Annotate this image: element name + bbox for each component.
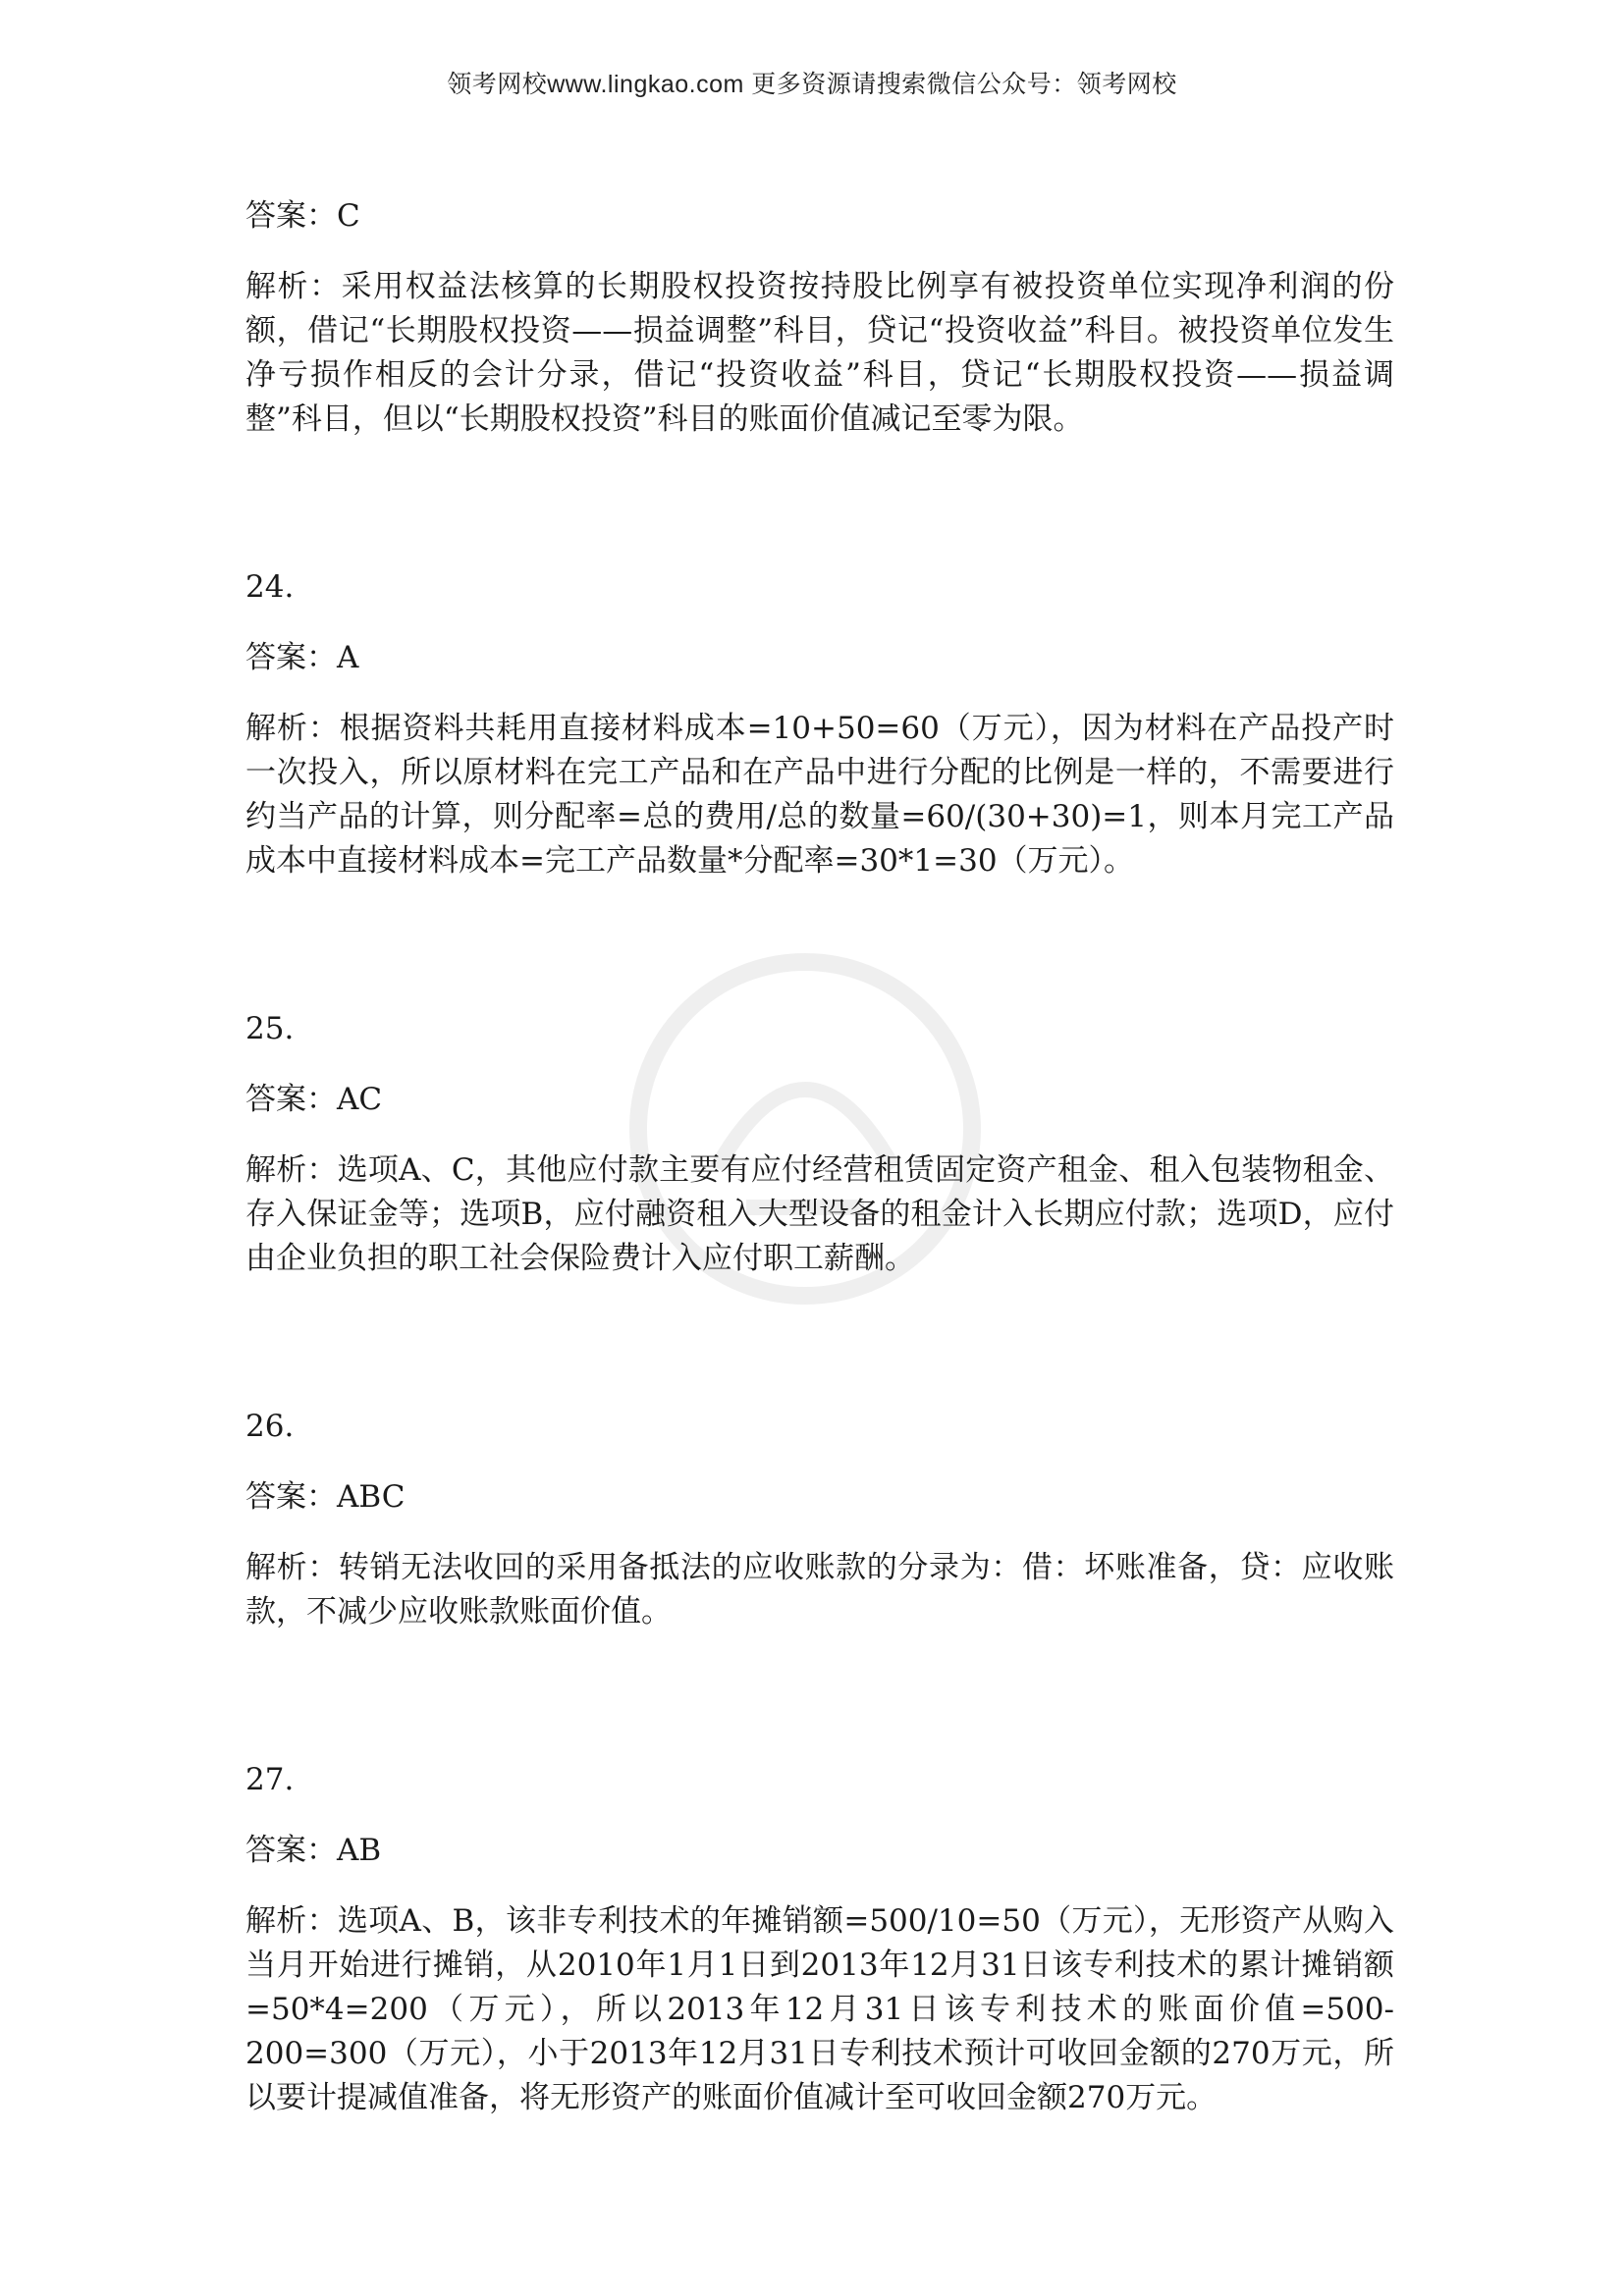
question-item-26 xyxy=(245,1405,1394,1634)
question-item-23 xyxy=(245,194,1394,442)
question-number: 25. xyxy=(245,1011,295,1046)
answer-line: 答案：AC xyxy=(245,1082,383,1117)
question-item-24 xyxy=(245,565,1394,883)
question-number: 26. xyxy=(245,1409,295,1444)
answer-line: 答案：C xyxy=(245,198,360,234)
question-number: 27. xyxy=(245,1762,295,1797)
explanation-text: 解析：根据资料共耗用直接材料成本=10+50=60（万元），因为材料在产品投产时一次投入，所以原材料在完工产品和在产品中进行分配的比例是一样的，不需要进行约当产品的计算，则分配率=总的费用/总的数量=60/(30+30)=1，则本月完工产品成本中直接材料成本=完工产品数量*分配率=30*1=30（万元）。 xyxy=(245,711,1394,879)
question-item-25 xyxy=(245,1007,1394,1281)
explanation-text: 解析：选项A、B，该非专利技术的年摊销额=500/10=50（万元），无形资产从购入当月开始进行摊销，从2010年1月1日到2013年12月31日该专利技术的累计摊销额=50*4=200（万元），所以2013年12月31日该专利技术的账面价值=500-200=300（万元），小于2013年12月31日专利技术预计可收回金额的270万元，所以要计提减值准备，将无形资产的账面价值减计至可收回金额270万元。 xyxy=(245,1903,1394,2115)
answer-line: 答案：AB xyxy=(245,1833,382,1868)
explanation-text: 解析：转销无法收回的采用备抵法的应收账款的分录为：借：坏账准备，贷：应收账款，不减少应收账款账面价值。 xyxy=(245,1550,1394,1629)
page-header: 领考网校www.lingkao.com 更多资源请搜索微信公众号：领考网校 xyxy=(447,71,1177,98)
answer-line: 答案：ABC xyxy=(245,1479,406,1515)
answer-explanations xyxy=(245,194,1394,2120)
explanation-text: 解析：采用权益法核算的长期股权投资按持股比例享有被投资单位实现净利润的份额，借记“长期股权投资——损益调整”科目，贷记“投资收益”科目。被投资单位发生净亏损作相反的会计分录，借记“投资收益”科目，贷记“长期股权投资——损益调整”科目，但以“长期股权投资”科目的账面价值减记至零为限。 xyxy=(245,269,1394,437)
question-item-27 xyxy=(245,1758,1394,2120)
question-number: 24. xyxy=(245,569,295,605)
answer-line: 答案：A xyxy=(245,640,359,675)
explanation-text: 解析：选项A、C，其他应付款主要有应付经营租赁固定资产租金、租入包装物租金、存入保证金等；选项B，应付融资租入大型设备的租金计入长期应付款；选项D，应付由企业负担的职工社会保险费计入应付职工薪酬。 xyxy=(245,1152,1394,1276)
